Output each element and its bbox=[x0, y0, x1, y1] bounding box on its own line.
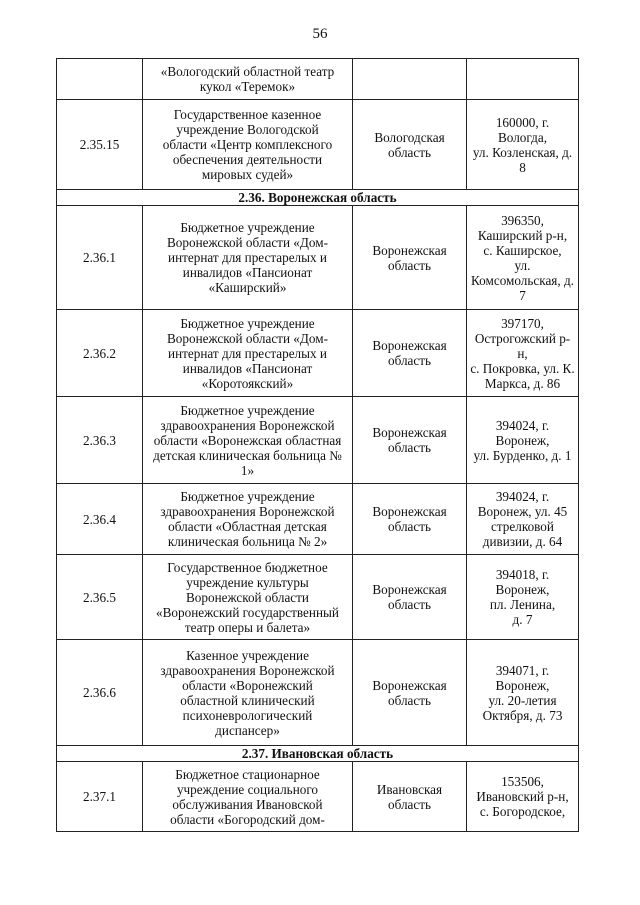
region-name: Ивановская область bbox=[353, 762, 467, 832]
region-name: Вологодская область bbox=[353, 100, 467, 190]
row-code: 2.36.6 bbox=[57, 640, 143, 746]
row-code bbox=[57, 59, 143, 100]
institution-name: Государственное казенное учреждение Вологодской области «Центр комплексного обеспечения деятельности мировых судей» bbox=[143, 100, 353, 190]
institution-address bbox=[467, 59, 579, 100]
institution-name: Бюджетное учреждение здравоохранения Воронежской области «Областная детская клиническая больница № 2» bbox=[143, 484, 353, 555]
institution-address: 160000, г. Вологда, ул. Козленская, д. 8 bbox=[467, 100, 579, 190]
institution-address: 153506, Ивановский р-н, с. Богородское, bbox=[467, 762, 579, 832]
institution-name: «Вологодский областной театр кукол «Теремок» bbox=[143, 59, 353, 100]
region-name: Воронежская область bbox=[353, 206, 467, 310]
row-code: 2.36.4 bbox=[57, 484, 143, 555]
region-name: Воронежская область bbox=[353, 484, 467, 555]
institution-address: 396350, Каширский р-н, с. Каширское, ул. Комсомольская, д. 7 bbox=[467, 206, 579, 310]
row-code: 2.36.5 bbox=[57, 555, 143, 640]
institutions-table-body bbox=[57, 59, 579, 832]
section-row bbox=[57, 746, 579, 762]
table-row bbox=[57, 100, 579, 190]
row-code: 2.37.1 bbox=[57, 762, 143, 832]
table-row bbox=[57, 397, 579, 484]
region-name: Воронежская область bbox=[353, 555, 467, 640]
institution-address: 397170, Острогожский р-н, с. Покровка, ул. К. Маркса, д. 86 bbox=[467, 310, 579, 397]
institution-name: Бюджетное учреждение здравоохранения Воронежской области «Воронежская областная детская клиническая больница № 1» bbox=[143, 397, 353, 484]
institution-name: Бюджетное учреждение Воронежской области «Дом- интернат для престарелых и инвалидов «Пансионат «Коротоякский» bbox=[143, 310, 353, 397]
institution-name: Казенное учреждение здравоохранения Воронежской области «Воронежский областной клинический психоневрологический диспансер» bbox=[143, 640, 353, 746]
table-row bbox=[57, 762, 579, 832]
institution-address: 394071, г. Воронеж, ул. 20-летия Октября, д. 73 bbox=[467, 640, 579, 746]
table-row bbox=[57, 206, 579, 310]
section-row bbox=[57, 190, 579, 206]
institution-name: Бюджетное учреждение Воронежской области «Дом- интернат для престарелых и инвалидов «Пансионат «Каширский» bbox=[143, 206, 353, 310]
table-row bbox=[57, 310, 579, 397]
institution-name: Бюджетное стационарное учреждение социального обслуживания Ивановской области «Богородский дом- bbox=[143, 762, 353, 832]
section-title: 2.36. Воронежская область bbox=[57, 190, 579, 206]
region-name bbox=[353, 59, 467, 100]
region-name: Воронежская область bbox=[353, 640, 467, 746]
row-code: 2.36.1 bbox=[57, 206, 143, 310]
institution-name: Государственное бюджетное учреждение культуры Воронежской области «Воронежский государственный театр оперы и балета» bbox=[143, 555, 353, 640]
institution-address: 394018, г. Воронеж, пл. Ленина, д. 7 bbox=[467, 555, 579, 640]
row-code: 2.35.15 bbox=[57, 100, 143, 190]
table-row bbox=[57, 640, 579, 746]
region-name: Воронежская область bbox=[353, 397, 467, 484]
row-code: 2.36.3 bbox=[57, 397, 143, 484]
institutions-table bbox=[56, 58, 579, 832]
institution-address: 394024, г. Воронеж, ул. 45 стрелковой дивизии, д. 64 bbox=[467, 484, 579, 555]
row-code: 2.36.2 bbox=[57, 310, 143, 397]
table-row bbox=[57, 555, 579, 640]
section-title: 2.37. Ивановская область bbox=[57, 746, 579, 762]
region-name: Воронежская область bbox=[353, 310, 467, 397]
institution-address: 394024, г. Воронеж, ул. Бурденко, д. 1 bbox=[467, 397, 579, 484]
table-row bbox=[57, 484, 579, 555]
page-number: 56 bbox=[312, 26, 328, 42]
table-row bbox=[57, 59, 579, 100]
